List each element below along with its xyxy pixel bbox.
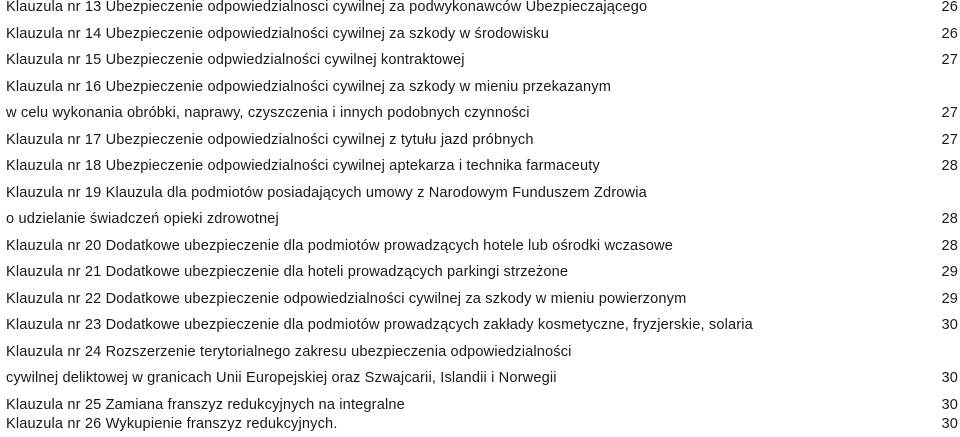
toc-line [6, 127, 960, 153]
toc-line [6, 339, 960, 365]
toc-entry-title: Klauzula nr 21 Dodatkowe ubezpieczenie dla hoteli prowadzących parkingi strzeżone [6, 264, 569, 280]
toc-page-number: 28 [941, 237, 958, 254]
toc-page-number: 30 [941, 370, 958, 386]
toc-line [6, 0, 960, 20]
toc-page-number: 28 [941, 211, 958, 227]
toc-line [6, 233, 960, 259]
toc-entry-title: Klauzula nr 17 Ubezpieczenie odpowiedzialności cywilnej z tytułu jazd próbnych [6, 131, 534, 148]
toc-line [6, 74, 960, 100]
toc-line [6, 21, 960, 47]
toc-page-number: 27 [941, 52, 958, 68]
toc-entry-title: w celu wykonania obróbki, naprawy, czyszczenia i innych podobnych czynności [6, 105, 530, 121]
toc-entry-title: Klauzula nr 14 Ubezpieczenie odpowiedzialności cywilnej za szkody w środowisku [6, 25, 550, 42]
toc-entry-title: Klauzula nr 24 Rozszerzenie terytorialnego zakresu ubezpieczenia odpowiedzialności [6, 343, 572, 360]
toc-page-number: 27 [941, 131, 958, 148]
toc-entry-title: Klauzula nr 26 Wykupienie franszyz redukcyjnych. [6, 416, 338, 432]
toc-line [6, 312, 960, 338]
toc-entry-title: Klauzula nr 25 Zamiana franszyz redukcyjnych na integralne [6, 396, 405, 413]
toc-entry-title: cywilnej deliktowej w granicach Unii Europejskiej oraz Szwajcarii, Islandii i Norwegii [6, 370, 557, 386]
toc-line [6, 153, 960, 179]
toc-page-number: 26 [941, 0, 958, 15]
toc-page-number: 29 [941, 290, 958, 307]
toc-entry-title: Klauzula nr 13 Ubezpieczenie odpowiedzialnosci cywilnej za podwykonawców Ubezpieczającego [6, 0, 648, 15]
toc-line [6, 411, 960, 437]
toc-entry-title: o udzielanie świadczeń opieki zdrowotnej [6, 211, 279, 227]
toc-line [6, 100, 960, 126]
toc-entry-title: Klauzula nr 23 Dodatkowe ubezpieczenie dla podmiotów prowadzących zakłady kosmetyczne, fryzjerskie, solaria [6, 317, 753, 333]
toc-line [6, 206, 960, 232]
toc-page-number: 30 [941, 396, 958, 413]
toc-entry-title: Klauzula nr 15 Ubezpieczenie odpwiedzialności cywilnej kontraktowej [6, 52, 465, 68]
toc-entry-title: Klauzula nr 18 Ubezpieczenie odpowiedzialności cywilnej aptekarza i technika farmaceuty [6, 158, 600, 174]
toc-line [6, 365, 960, 391]
toc-entry-title: Klauzula nr 22 Dodatkowe ubezpieczenie odpowiedzialności cywilnej za szkody w mieniu powierzonym [6, 290, 687, 307]
toc-page-number: 30 [941, 317, 958, 333]
toc-entry-title: Klauzula nr 20 Dodatkowe ubezpieczenie dla podmiotów prowadzących hotele lub ośrodki wczasowe [6, 237, 673, 254]
toc-entry-title: Klauzula nr 16 Ubezpieczenie odpowiedzialności cywilnej za szkody w mieniu przekazanym [6, 78, 612, 95]
toc-line [6, 286, 960, 312]
toc-line [6, 259, 960, 285]
toc-page-number: 26 [941, 25, 958, 42]
toc-page-number: 30 [941, 416, 958, 432]
toc-page-number: 28 [941, 158, 958, 174]
toc-line [6, 180, 960, 206]
toc-entry-title: Klauzula nr 19 Klauzula dla podmiotów posiadających umowy z Narodowym Funduszem Zdrowia [6, 184, 647, 201]
toc-line [6, 47, 960, 73]
toc-page-number: 27 [941, 105, 958, 121]
toc-page-number: 29 [941, 264, 958, 280]
